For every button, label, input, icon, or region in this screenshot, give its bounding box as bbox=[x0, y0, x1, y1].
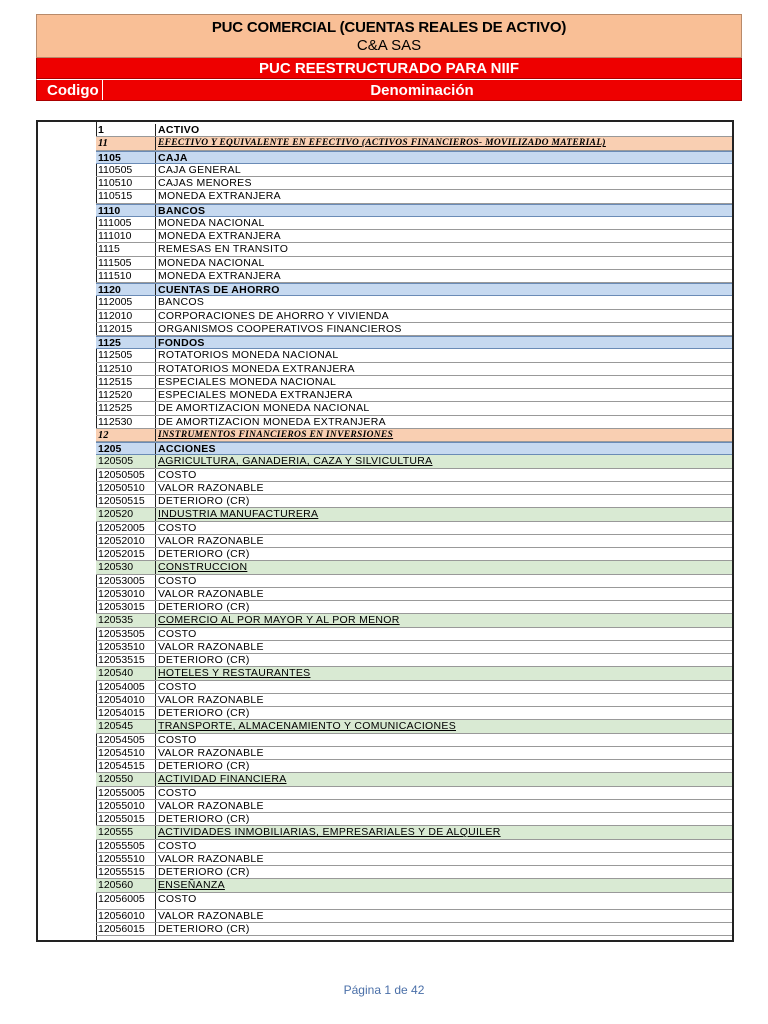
account-code: 120505 bbox=[96, 455, 156, 467]
account-name: VALOR RAZONABLE bbox=[158, 746, 264, 759]
account-name: ESPECIALES MONEDA NACIONAL bbox=[158, 375, 337, 388]
table-row bbox=[96, 190, 732, 203]
account-name: COSTO bbox=[158, 733, 197, 746]
account-name: VALOR RAZONABLE bbox=[158, 693, 264, 706]
account-name: TRANSPORTE, ALMACENAMIENTO Y COMUNICACIONES bbox=[158, 720, 457, 733]
account-name: ACTIVIDAD FINANCIERA bbox=[158, 773, 287, 786]
account-code: 12056010 bbox=[96, 910, 156, 922]
table-row bbox=[96, 773, 732, 786]
table-row bbox=[96, 469, 732, 482]
account-name: CAJA GENERAL bbox=[158, 163, 241, 176]
account-name: VALOR RAZONABLE bbox=[158, 909, 264, 922]
account-name: COSTO bbox=[158, 468, 197, 481]
table-row bbox=[96, 389, 732, 402]
account-code: 110510 bbox=[96, 177, 156, 189]
account-code: 111005 bbox=[96, 217, 156, 229]
account-name: AGRICULTURA, GANADERIA, CAZA Y SILVICULTURA bbox=[158, 455, 433, 468]
account-code: 12054510 bbox=[96, 747, 156, 759]
account-code: 111010 bbox=[96, 230, 156, 242]
account-name: DETERIORO (CR) bbox=[158, 707, 250, 719]
account-name: COSTO bbox=[158, 839, 197, 852]
account-name: INDUSTRIA MANUFACTURERA bbox=[158, 508, 319, 521]
account-name: INSTRUMENTOS FINANCIEROS EN INVERSIONES bbox=[158, 429, 394, 440]
account-code: 112015 bbox=[96, 323, 156, 335]
table-row bbox=[96, 694, 732, 707]
table-row bbox=[96, 442, 732, 455]
table-row bbox=[96, 575, 732, 588]
table-row bbox=[96, 548, 732, 561]
account-code: 12052010 bbox=[96, 535, 156, 547]
account-name: ACTIVO bbox=[158, 124, 200, 136]
account-code: 11 bbox=[96, 137, 156, 149]
table-row bbox=[96, 230, 732, 243]
table-row bbox=[96, 508, 732, 521]
table-row bbox=[96, 667, 732, 680]
account-name: CONSTRUCCION bbox=[158, 561, 248, 574]
company-name: C&A SAS bbox=[356, 37, 422, 54]
account-code: 12 bbox=[96, 429, 156, 441]
document-title: PUC COMERCIAL (CUENTAS REALES DE ACTIVO) bbox=[211, 19, 567, 36]
account-code: 112005 bbox=[96, 296, 156, 308]
table-row bbox=[96, 707, 732, 720]
account-name: DETERIORO (CR) bbox=[158, 548, 250, 560]
account-code: 120520 bbox=[96, 508, 156, 520]
table-row bbox=[96, 296, 732, 309]
account-code: 120545 bbox=[96, 720, 156, 732]
account-code: 12054515 bbox=[96, 760, 156, 772]
table-row bbox=[96, 363, 732, 376]
account-name: COSTO bbox=[158, 521, 197, 534]
account-name: VALOR RAZONABLE bbox=[158, 481, 264, 494]
account-code: 12053005 bbox=[96, 575, 156, 587]
account-name: CORPORACIONES DE AHORRO Y VIVIENDA bbox=[158, 309, 389, 322]
table-row bbox=[96, 641, 732, 654]
table-row bbox=[96, 336, 732, 349]
account-name: BANCOS bbox=[158, 296, 205, 309]
table-row bbox=[96, 879, 732, 892]
account-code: 12050510 bbox=[96, 482, 156, 494]
table-row bbox=[96, 376, 732, 389]
account-name: VALOR RAZONABLE bbox=[158, 852, 264, 865]
table-row bbox=[96, 482, 732, 495]
account-code: 12050515 bbox=[96, 495, 156, 507]
table-row bbox=[96, 601, 732, 614]
account-code: 12052005 bbox=[96, 522, 156, 534]
table-row bbox=[96, 654, 732, 667]
account-code: 12055510 bbox=[96, 853, 156, 865]
account-code: 12053515 bbox=[96, 654, 156, 666]
table-row bbox=[96, 124, 732, 137]
account-code: 12053505 bbox=[96, 628, 156, 640]
account-code: 120550 bbox=[96, 773, 156, 785]
account-code: 12053510 bbox=[96, 641, 156, 653]
account-name: COMERCIO AL POR MAYOR Y AL POR MENOR bbox=[158, 614, 400, 627]
table-row bbox=[96, 866, 732, 879]
account-code: 110515 bbox=[96, 190, 156, 202]
table-row bbox=[96, 588, 732, 601]
account-code: 12055505 bbox=[96, 840, 156, 852]
account-code: 12054005 bbox=[96, 681, 156, 693]
table-row bbox=[96, 813, 732, 826]
table-row bbox=[96, 853, 732, 866]
account-name: DETERIORO (CR) bbox=[158, 601, 250, 613]
account-code: 12055515 bbox=[96, 866, 156, 878]
account-name: COSTO bbox=[158, 680, 197, 693]
account-code: 12054015 bbox=[96, 707, 156, 719]
table-row bbox=[96, 164, 732, 177]
account-name: DETERIORO (CR) bbox=[158, 654, 250, 666]
account-code: 110505 bbox=[96, 164, 156, 176]
account-code: 1110 bbox=[96, 205, 156, 216]
account-name: ESPECIALES MONEDA EXTRANJERA bbox=[158, 389, 353, 401]
table-row bbox=[96, 760, 732, 773]
account-name: COSTO bbox=[158, 627, 197, 640]
account-name: DETERIORO (CR) bbox=[158, 760, 250, 772]
table-row bbox=[96, 177, 732, 190]
table-row bbox=[96, 522, 732, 535]
account-name: EFECTIVO Y EQUIVALENTE EN EFECTIVO (ACTIVOS FINANCIEROS- MOVILIZADO MATERIAL) bbox=[158, 138, 606, 149]
account-code: 12052015 bbox=[96, 548, 156, 560]
table-row bbox=[96, 217, 732, 230]
column-header-name: Denominación bbox=[370, 82, 474, 99]
account-name: BANCOS bbox=[158, 204, 206, 217]
account-name: HOTELES Y RESTAURANTES bbox=[158, 667, 311, 680]
table-row bbox=[96, 800, 732, 813]
account-name: DETERIORO (CR) bbox=[158, 495, 250, 507]
account-name: VALOR RAZONABLE bbox=[158, 534, 264, 547]
account-code: 1205 bbox=[96, 443, 156, 454]
column-header-code: Codigo bbox=[37, 80, 103, 100]
account-code: 1 bbox=[96, 124, 156, 136]
account-name: CAJA bbox=[158, 151, 188, 164]
account-name: FONDOS bbox=[158, 337, 205, 349]
table-row bbox=[96, 923, 732, 936]
account-code: 120540 bbox=[96, 667, 156, 679]
table-row bbox=[96, 429, 732, 442]
account-name: CUENTAS DE AHORRO bbox=[158, 284, 280, 296]
account-code: 1120 bbox=[96, 284, 156, 295]
table-row bbox=[96, 204, 732, 217]
table-row bbox=[96, 787, 732, 800]
account-code: 12054505 bbox=[96, 734, 156, 746]
account-code: 112505 bbox=[96, 349, 156, 361]
account-code: 12053010 bbox=[96, 588, 156, 600]
account-name: DE AMORTIZACION MONEDA EXTRANJERA bbox=[158, 415, 386, 428]
table-body bbox=[96, 124, 732, 936]
table-row bbox=[96, 747, 732, 760]
account-code: 12054010 bbox=[96, 694, 156, 706]
table-row bbox=[96, 561, 732, 574]
account-name: COSTO bbox=[158, 786, 197, 799]
account-name: REMESAS EN TRANSITO bbox=[158, 243, 289, 256]
account-code: 12050505 bbox=[96, 469, 156, 481]
account-code: 112525 bbox=[96, 402, 156, 414]
account-code: 111510 bbox=[96, 270, 156, 282]
column-header-row bbox=[36, 79, 742, 101]
table-row bbox=[96, 402, 732, 415]
table-row bbox=[96, 323, 732, 336]
account-name: COSTO bbox=[158, 574, 197, 587]
account-name: VALOR RAZONABLE bbox=[158, 587, 264, 600]
table-row bbox=[96, 151, 732, 164]
table-row bbox=[96, 137, 732, 150]
table-row bbox=[96, 416, 732, 429]
table-gutter-column bbox=[38, 122, 97, 940]
account-name: DETERIORO (CR) bbox=[158, 813, 250, 825]
account-name: VALOR RAZONABLE bbox=[158, 640, 264, 653]
table-row bbox=[96, 826, 732, 839]
table-row bbox=[96, 495, 732, 508]
account-code: 12055005 bbox=[96, 787, 156, 799]
account-name: MONEDA EXTRANJERA bbox=[158, 190, 281, 203]
account-code: 111505 bbox=[96, 257, 156, 269]
account-code: 120560 bbox=[96, 879, 156, 891]
table-row bbox=[96, 840, 732, 853]
account-code: 112010 bbox=[96, 310, 156, 322]
account-name: MONEDA NACIONAL bbox=[158, 256, 265, 269]
account-code: 12056005 bbox=[96, 893, 156, 909]
table-row bbox=[96, 257, 732, 270]
account-code: 112515 bbox=[96, 376, 156, 388]
account-code: 12053015 bbox=[96, 601, 156, 613]
account-code: 12055010 bbox=[96, 800, 156, 812]
account-name: DETERIORO (CR) bbox=[158, 922, 250, 935]
account-name: ROTATORIOS MONEDA NACIONAL bbox=[158, 349, 339, 362]
account-name: ORGANISMOS COOPERATIVOS FINANCIEROS bbox=[158, 322, 402, 335]
account-name: ENSEÑANZA bbox=[158, 879, 225, 892]
table-row bbox=[96, 893, 732, 910]
table-row bbox=[96, 243, 732, 256]
account-name: ACCIONES bbox=[158, 443, 216, 455]
account-code: 12055015 bbox=[96, 813, 156, 825]
header bbox=[36, 14, 742, 101]
table-row bbox=[96, 349, 732, 362]
account-name: VALOR RAZONABLE bbox=[158, 799, 264, 812]
account-code: 112520 bbox=[96, 389, 156, 401]
table-row bbox=[96, 720, 732, 733]
account-code: 120555 bbox=[96, 826, 156, 838]
account-code: 120530 bbox=[96, 561, 156, 573]
account-name: COSTO bbox=[158, 892, 197, 905]
table-row bbox=[96, 910, 732, 923]
account-code: 120535 bbox=[96, 614, 156, 626]
account-code: 1105 bbox=[96, 152, 156, 163]
account-code: 1115 bbox=[96, 243, 156, 255]
account-name: MONEDA EXTRANJERA bbox=[158, 269, 281, 282]
table-row bbox=[96, 535, 732, 548]
account-code: 112510 bbox=[96, 363, 156, 375]
title-block bbox=[36, 14, 742, 58]
table-row bbox=[96, 681, 732, 694]
page-number: Página 1 de 42 bbox=[343, 983, 425, 997]
table-row bbox=[96, 614, 732, 627]
table-row bbox=[96, 734, 732, 747]
table-row bbox=[96, 455, 732, 468]
account-name: DETERIORO (CR) bbox=[158, 866, 250, 878]
account-name: ACTIVIDADES INMOBILIARIAS, EMPRESARIALES Y DE ALQUILER bbox=[158, 826, 501, 839]
table-row bbox=[96, 270, 732, 283]
account-code: 12056015 bbox=[96, 923, 156, 935]
subtitle-bar: PUC REESTRUCTURADO PARA NIIF bbox=[36, 58, 742, 79]
account-name: ROTATORIOS MONEDA EXTRANJERA bbox=[158, 362, 355, 375]
account-name: CAJAS MENORES bbox=[158, 177, 252, 189]
account-name: MONEDA EXTRANJERA bbox=[158, 230, 281, 242]
account-code: 112530 bbox=[96, 416, 156, 428]
account-code: 1125 bbox=[96, 337, 156, 348]
accounts-table bbox=[36, 120, 734, 942]
table-row bbox=[96, 628, 732, 641]
account-name: MONEDA NACIONAL bbox=[158, 216, 265, 229]
table-row bbox=[96, 310, 732, 323]
table-row bbox=[96, 283, 732, 296]
account-name: DE AMORTIZACION MONEDA NACIONAL bbox=[158, 402, 370, 415]
